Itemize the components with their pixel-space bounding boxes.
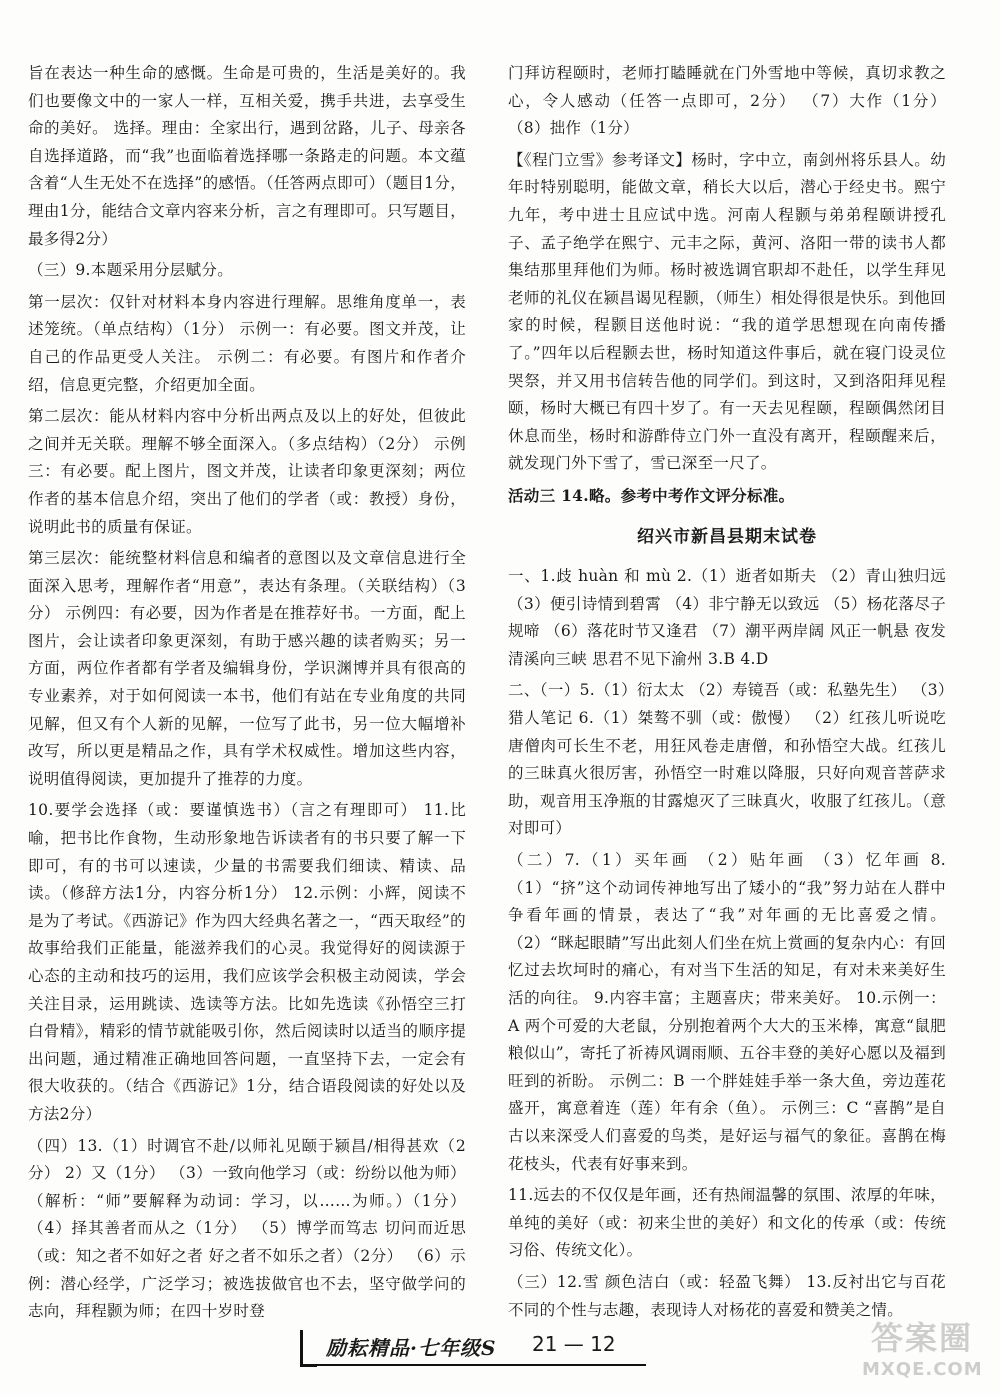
answer-paragraph: 10.要学会选择（或：要谨慎选书）（言之有理即可） 11.比喻，把书比作食物，生动形象地告诉读者有的书只要了解一下即可，有的书可以速读，少量的书需要我们细读、精读、品读。（修辞方法1分，内容分析1分） 12.示例：小辉，阅读不是为了考试。《西游记》作为四大经典名著之一，“西天取经”的故事给我们正能量，能滋养我们的心灵。我觉得好的阅读源于心态的主动和技巧的运用，我们应该学会积极主动阅读，学会关注目录，运用跳读、选读等方法。比如先选读《孙悟空三打白骨精》，精彩的情节就能吸引你，然后阅读时以适当的顺序提出问题，通过精准正确地回答问题，一直坚持下去，一定会有很大收获的。（结合《西游记》1分，结合语段阅读的好处以及方法2分） (28, 801, 466, 1123)
answer-paragraph: 二、（一）5.（1）衍太太 （2）寿镜吾（或：私塾先生） （3）猎人笔记 6.（1）桀骜不驯（或：傲慢） （2）红孩儿听说吃唐僧肉可长生不老，用狂风卷走唐僧，和孙悟空大战。红孩儿的三昧真火很厉害，孙悟空一时难以降服，只好向观音菩萨求助，观音用玉净瓶的甘露熄灭了三昧真火，收服了红孩儿。（意对即可） (508, 681, 946, 838)
answer-paragraph: （三）9.本题采用分层赋分。 (28, 261, 233, 280)
right-column (508, 60, 946, 1328)
page-footer (300, 1330, 660, 1370)
answer-paragraph: （二）7.（1）买年画 （2）贴年画 （3）忆年画 8.（1）“挤”这个动词传神地写出了矮小的“我”努力站在人群中争看年画的情景，表达了“我”对年画的无比喜爱之情。 （2）“眯起眼睛”写出此刻人们坐在炕上赏画的复杂内心：有回忆过去坎坷时的痛心，有对当下生活的知足，有对未来美好生活的向往。 9.内容丰富；主题喜庆；带来美好。 10.示例一：A 两个可爱的大老鼠，分别抱着两个大大的玉米棒，寓意“鼠肥粮似山”，寄托了祈祷风调雨顺、五谷丰登的美好心愿以及福到旺到的祈盼。 示例二：B 一个胖娃娃手举一条大鱼，旁边莲花盛开，寓意着连（莲）年有余（鱼）。 示例三：C “喜鹊”是自古以来深受人们喜爱的鸟类，是好运与福气的象征。喜鹊在梅花枝头，代表有好事来到。 (508, 851, 946, 1173)
watermark-url: MXQE.COM (862, 1359, 983, 1380)
footer-bracket (300, 1330, 317, 1367)
answer-paragraph: 第三层次：能统整材料信息和编者的意图以及文章信息进行全面深入思考，理解作者“用意”，表达有条理。（关联结构）（3分） 示例四：有必要，因为作者是在推荐好书。一方面，配上图片，会让读者印象更深刻，有助于感兴趣的读者购买；另一方面，两位作者都有学者及编辑身份，学识渊博并具有很高的专业素养，对于如何阅读一本书，他们有站在专业角度的共同见解，但又有个人新的见解，一位写了此书，另一位大幅增补改写，所以更是精品之作，具有学术权威性。增加这些内容，说明值得阅读，更加提升了推荐的力度。 (28, 549, 466, 788)
page-number: 21 — 12 (532, 1332, 616, 1356)
answer-paragraph: （三）12.雪 颜色洁白（或：轻盈飞舞） 13.反衬出它与百花不同的个性与志趣，表现诗人对杨花的喜爱和赞美之情。 (508, 1272, 946, 1319)
answer-paragraph: 一、1.歧 huàn 和 mù 2.（1）逝者如斯夫 （2）青山独归远 （3）便引诗情到碧霄 （4）非宁静无以致远 （5）杨花落尽子规啼 （6）落花时节又逢君 （7）潮平两岸阔 风正一帆悬 夜发清溪向三峡 思君不见下渝州 3.B 4.D (508, 567, 946, 668)
watermark-logo (862, 1313, 982, 1383)
answer-paragraph: 旨在表达一种生命的感慨。生命是可贵的，生活是美好的。我们也要像文中的一家人一样，互相关爱，携手共进，去享受生命的美好。 选择。理由：全家出行，遇到岔路，儿子、母亲各自选择道路，而“我”也面临着选择哪一条路走的问题。本文蕴含着“人生无处不在选择”的感悟。（任答两点即可）（题目1分，理由1分，能结合文章内容来分析，言之有理即可。只写题目，最多得2分） (28, 64, 466, 248)
answer-paragraph: 第一层次：仅针对材料本身内容进行理解。思维角度单一，表述笼统。（单点结构）（1分） 示例一：有必要。图文并茂，让自己的作品更受人关注。 示例二：有必要。有图片和作者介绍，信息更完整，介绍更加全面。 (28, 292, 466, 394)
answer-paragraph: 11.远去的不仅仅是年画，还有热闹温馨的氛围、浓厚的年味，单纯的美好（或：初来尘世的美好）和文化的传承（或：传统习俗、传统文化）。 (508, 1186, 946, 1260)
left-column (28, 60, 466, 1330)
answer-paragraph: （四）13.（1）时调官不赴/以师礼见颐于颍昌/相得甚欢（2分） 2）又（1分） （3）一致向他学习（或：纷纷以他为师）（解析：“师”要解释为动词：学习，以……为师。）（1分） （4）择其善者而从之（1分） （5）博学而笃志 切问而近思（或：知之者不如好之者 好之者不如乐之者）（2分） （6）示例：潜心经学，广泛学习；被选拔做官也不去，坚守做学问的志向，拜程颢为师；在四十岁时登 (28, 1136, 466, 1321)
answer-paragraph: 第二层次：能从材料内容中分析出两点及以上的好处，但彼此之间并无关联。理解不够全面深入。（多点结构）（2分） 示例三：有必要。配上图片，图文并茂，让读者印象更深刻；两位作者的基本信息介绍，突出了他们的学者（或：教授）身份，说明此书的质量有保证。 (28, 407, 466, 536)
answer-paragraph: 门拜访程颐时，老师打瞌睡就在门外雪地中等候，真切求教之心，令人感动（任答一点即可，2分） （7）大作（1分） （8）拙作（1分） (508, 64, 946, 138)
watermark-title: 答案圈 (870, 1319, 973, 1357)
footer-rule (316, 1364, 646, 1366)
footer-brand: 励耘精品·七年级S (326, 1336, 497, 1360)
answer-paragraph: 活动三 14.略。参考中考作文评分标准。 (508, 485, 795, 505)
section-title: 绍兴市新昌县期末试卷 (637, 526, 817, 547)
translation-paragraph: 【《程门立雪》参考译文】杨时，字中立，南剑州将乐县人。幼年时特别聪明，能做文章，稍长大以后，潜心于经史书。熙宁九年，考中进士且应试中选。河南人程颢与弟弟程颐讲授孔子、孟子绝学在熙宁、元丰之际，黄河、洛阳一带的读书人都集结那里拜他们为师。杨时被选调官职却不赴任，以学生拜见老师的礼仪在颍昌谒见程颢，（师生）相处得很是快乐。到他回家的时候，程颢目送他时说：“我的道学思想现在向南传播了。”四年以后程颢去世，杨时知道这件事后，就在寝门设灵位哭祭，并又用书信转告他的同学们。到这时，又到洛阳拜见程颐，杨时大概已有四十岁了。有一天去见程颐，程颐偶然闭目休息而坐，杨时和游酢侍立门外一直没有离开，程颐醒来后，就发现门外下雪了，雪已深至一尺了。 (508, 150, 946, 473)
